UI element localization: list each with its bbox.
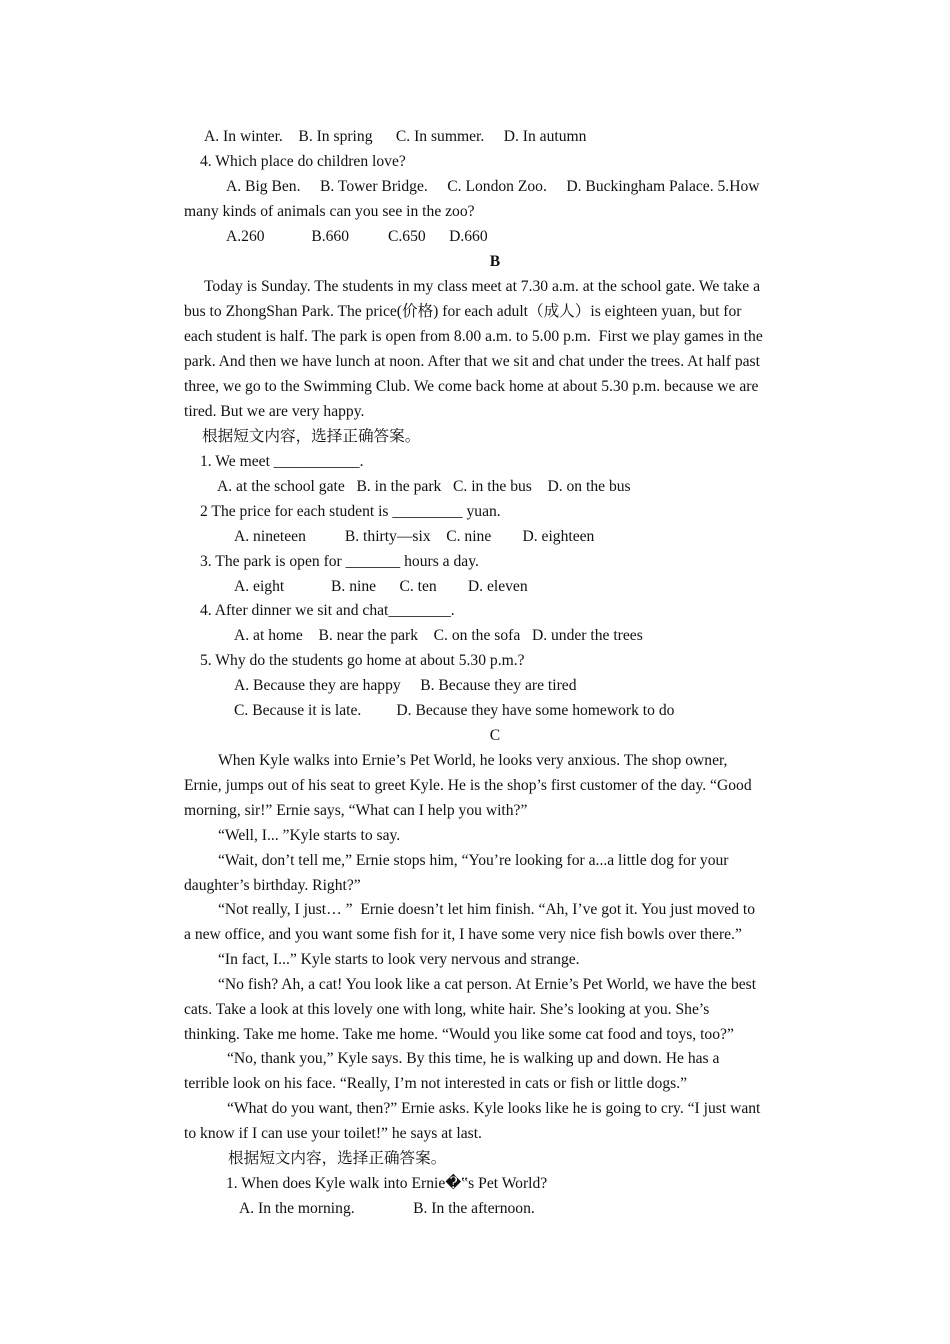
q5-question-cont: many kinds of animals can you see in the zoo?	[184, 203, 475, 220]
b-q1-options: A. at the school gate B. in the park C. in the bus D. on the bus	[217, 478, 631, 495]
b-q2: 2 The price for each student is _________ yuan.	[200, 503, 501, 520]
instruction-b: 根据短文内容，选择正确答案。	[202, 428, 421, 445]
passage-c-line: morning, sir!” Ernie says, “What can I help you with?”	[184, 802, 528, 819]
b-q1: 1. We meet ___________.	[200, 453, 364, 470]
passage-b-line: three, we go to the Swimming Club. We come back home at about 5.30 p.m. because we are	[184, 378, 759, 395]
passage-b-line: Today is Sunday. The students in my class meet at 7.30 a.m. at the school gate. We take a	[204, 278, 761, 295]
b-q5-options-1: A. Because they are happy B. Because they are tired	[234, 677, 577, 694]
passage-b-line: tired. But we are very happy.	[184, 403, 365, 420]
q4-question: 4. Which place do children love?	[200, 153, 406, 170]
passage-c-line: “No fish? Ah, a cat! You look like a cat person. At Ernie’s Pet World, we have the best	[218, 976, 757, 993]
b-q3-options: A. eight B. nine C. ten D. eleven	[234, 578, 528, 595]
b-q5: 5. Why do the students go home at about 5.30 p.m.?	[200, 652, 525, 669]
c-q1-options: A. In the morning. B. In the afternoon.	[239, 1200, 535, 1217]
passage-c-line: “No, thank you,” Kyle says. By this time, he is walking up and down. He has a	[227, 1050, 720, 1067]
passage-c-line: “Wait, don’t tell me,” Ernie stops him, “You’re looking for a...a little dog for your	[218, 852, 729, 869]
passage-c-line: daughter’s birthday. Right?”	[184, 877, 361, 894]
b-q5-options-2: C. Because it is late. D. Because they have some homework to do	[234, 702, 675, 719]
q3-options: A. In winter. B. In spring C. In summer. D. In autumn	[204, 128, 587, 145]
b-q3: 3. The park is open for _______ hours a day.	[200, 553, 479, 570]
passage-c-line: “In fact, I...” Kyle starts to look very nervous and strange.	[218, 951, 580, 968]
passage-c-line: “Not really, I just… ” Ernie doesn’t let him finish. “Ah, I’ve got it. You just moved to	[218, 901, 756, 918]
q5-options: A.260 B.660 C.650 D.660	[226, 228, 488, 245]
passage-c-line: “Well, I... ”Kyle starts to say.	[218, 827, 401, 844]
passage-c-line: to know if I can use your toilet!” he says at last.	[184, 1125, 482, 1142]
section-c-heading: C	[489, 727, 501, 744]
b-q2-options: A. nineteen B. thirty—six C. nine D. eighteen	[234, 528, 595, 545]
passage-b-line: bus to ZhongShan Park. The price(价格) for each adult（成人）is eighteen yuan, but for	[184, 303, 742, 320]
passage-b-line: park. And then we have lunch at noon. After that we sit and chat under the trees. At half past	[184, 353, 760, 370]
passage-c-line: terrible look on his face. “Really, I’m not interested in cats or fish or little dogs.”	[184, 1075, 688, 1092]
passage-c-line: a new office, and you want some fish for it, I have some very nice fish bowls over there.”	[184, 926, 742, 943]
b-q4: 4. After dinner we sit and chat________.	[200, 602, 455, 619]
passage-c-line: Ernie, jumps out of his seat to greet Kyle. He is the shop’s first customer of the day. “Good	[184, 777, 752, 794]
instruction-c: 根据短文内容，选择正确答案。	[228, 1150, 447, 1167]
passage-c-line: “What do you want, then?” Ernie asks. Kyle looks like he is going to cry. “I just want	[227, 1100, 761, 1117]
passage-c-line: When Kyle walks into Ernie’s Pet World, he looks very anxious. The shop owner,	[218, 752, 728, 769]
section-b-heading: B	[489, 253, 501, 270]
b-q4-options: A. at home B. near the park C. on the sofa D. under the trees	[234, 627, 643, 644]
passage-c-line: cats. Take a look at this lovely one with long, white hair. She’s looking at you. She’s	[184, 1001, 710, 1018]
passage-b-line: each student is half. The park is open from 8.00 a.m. to 5.00 p.m. First we play games in the	[184, 328, 763, 345]
c-q1: 1. When does Kyle walk into Ernie�‟s Pet World?	[226, 1175, 548, 1192]
passage-c-line: thinking. Take me home. Take me home. “Would you like some cat food and toys, too?”	[184, 1026, 734, 1043]
q4-options: A. Big Ben. B. Tower Bridge. C. London Zoo. D. Buckingham Palace. 5.How	[226, 178, 760, 195]
